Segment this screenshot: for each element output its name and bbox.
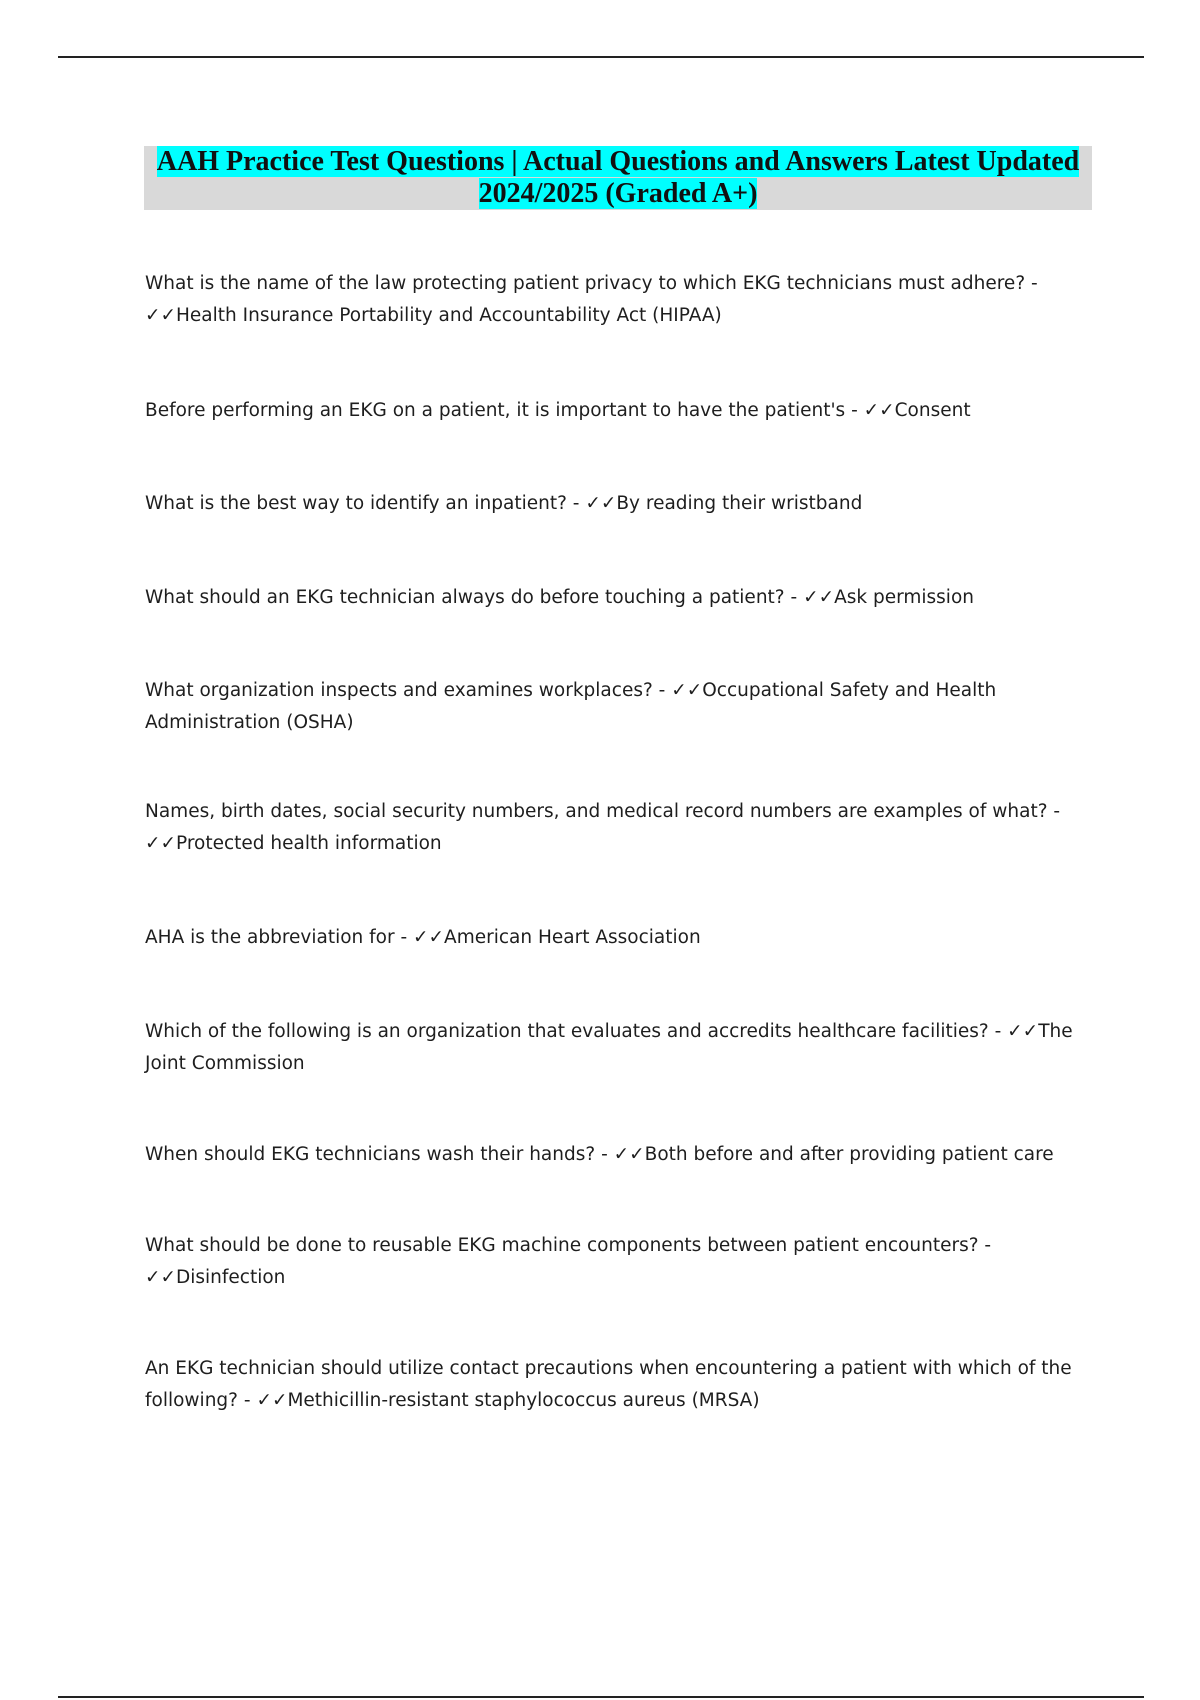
answer-text: Ask permission (834, 587, 974, 608)
qa-item (145, 1353, 1075, 1417)
double-check-icon: ✓✓ (863, 400, 895, 421)
separator: - (238, 1390, 257, 1411)
double-check-icon: ✓✓ (1007, 1021, 1039, 1042)
double-check-icon: ✓✓ (145, 833, 177, 854)
separator: - (566, 493, 586, 514)
document-title (144, 146, 1092, 210)
question-text: What should be done to reusable EKG machine components between patient encounters? (145, 1235, 979, 1256)
question-text: Which of the following is an organization that evaluates and accredits healthcare facilities? (145, 1021, 989, 1042)
double-check-icon: ✓✓ (145, 305, 177, 326)
question-text: Before performing an EKG on a patient, it is important to have the patient's (145, 400, 846, 421)
answer-text: Both before and after providing patient care (644, 1144, 1054, 1165)
question-text: What should an EKG technician always do before touching a patient? (145, 587, 785, 608)
separator: - (394, 927, 414, 948)
double-check-icon: ✓✓ (803, 587, 835, 608)
answer-text: Disinfection (176, 1267, 286, 1288)
qa-item (145, 268, 1075, 332)
double-check-icon: ✓✓ (256, 1390, 288, 1411)
qa-item (145, 1139, 1075, 1171)
separator: - (978, 1235, 992, 1256)
question-text: Names, birth dates, social security numbers, and medical record numbers are examples of what? (145, 801, 1048, 822)
separator: - (784, 587, 804, 608)
qa-item (145, 675, 1075, 739)
double-check-icon: ✓✓ (613, 1144, 645, 1165)
answer-text: Protected health information (176, 833, 442, 854)
separator: - (1047, 801, 1061, 822)
double-check-icon: ✓✓ (413, 927, 445, 948)
qa-item (145, 796, 1075, 860)
separator: - (595, 1144, 614, 1165)
qa-item (145, 488, 1075, 520)
qa-item (145, 582, 1075, 614)
title-line-1: AAH Practice Test Questions | Actual Questions and Answers Latest Updated (156, 146, 1080, 177)
qa-item (145, 1016, 1075, 1080)
title-line-2: 2024/2025 (Graded A+) (478, 178, 758, 209)
question-text: AHA is the abbreviation for (145, 927, 395, 948)
bottom-rule (58, 1696, 1144, 1698)
question-text: What is the best way to identify an inpatient? (145, 493, 567, 514)
qa-item (145, 395, 1075, 427)
qa-item (145, 922, 1075, 954)
separator: - (652, 680, 672, 701)
separator: - (988, 1021, 1008, 1042)
question-text: When should EKG technicians wash their hands? (145, 1144, 596, 1165)
answer-text: Methicillin-resistant staphylococcus aureus (MRSA) (287, 1390, 760, 1411)
double-check-icon: ✓✓ (585, 493, 617, 514)
top-rule (58, 56, 1144, 58)
question-text: An EKG technician should utilize contact precautions when encountering a patient with which of the following? (145, 1358, 1072, 1411)
answer-text: Occupational Safety and Health Administration (OSHA) (145, 680, 997, 733)
answer-text: By reading their wristband (616, 493, 863, 514)
double-check-icon: ✓✓ (145, 1267, 177, 1288)
qa-item (145, 1230, 1075, 1294)
question-text: What is the name of the law protecting patient privacy to which EKG technicians must adhere? (145, 273, 1026, 294)
answer-text: American Heart Association (444, 927, 701, 948)
answer-text: Health Insurance Portability and Accountability Act (HIPAA) (176, 305, 722, 326)
double-check-icon: ✓✓ (671, 680, 703, 701)
separator: - (1025, 273, 1038, 294)
answer-text: The Joint Commission (145, 1021, 1073, 1074)
separator: - (845, 400, 864, 421)
question-text: What organization inspects and examines workplaces? (145, 680, 653, 701)
answer-text: Consent (894, 400, 971, 421)
